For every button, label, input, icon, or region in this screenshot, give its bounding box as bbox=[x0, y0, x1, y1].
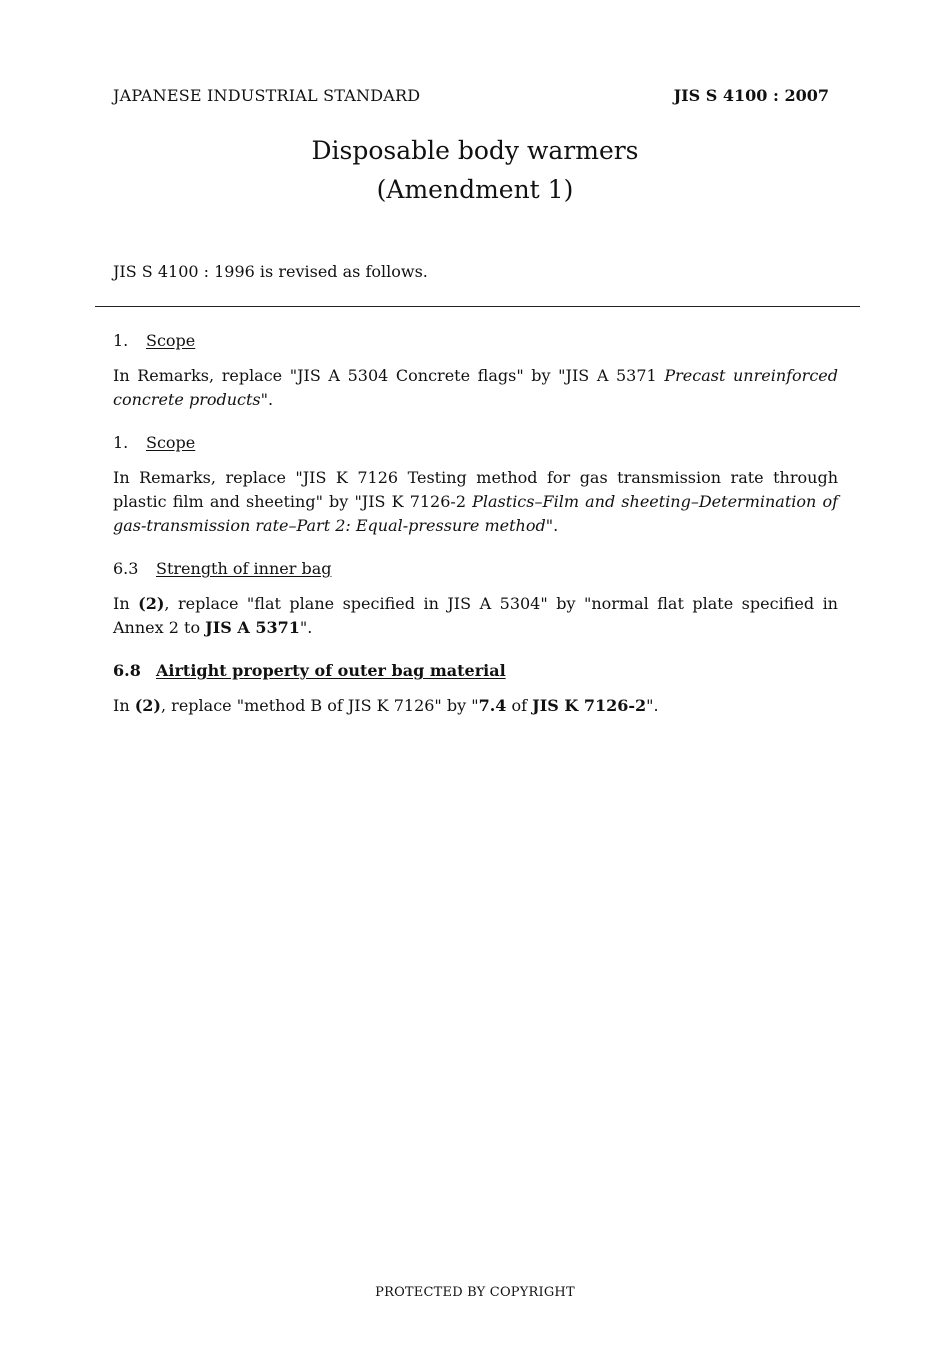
section-scope-a bbox=[113, 331, 838, 412]
horizontal-divider bbox=[95, 306, 860, 307]
body-text: ". bbox=[545, 516, 559, 535]
section-title: Airtight property of outer bag material bbox=[156, 661, 506, 680]
section-heading bbox=[113, 331, 838, 351]
body-text: ". bbox=[646, 696, 659, 715]
section-number: 1. bbox=[113, 331, 129, 350]
section-strength-inner-bag bbox=[113, 559, 838, 640]
document-organization: JAPANESE INDUSTRIAL STANDARD bbox=[113, 86, 421, 105]
body-text: In Remarks, replace "JIS A 5304 Concrete flags" by "JIS A 5371 bbox=[113, 366, 665, 385]
section-title: Scope bbox=[146, 331, 196, 350]
section-number: 6.8 bbox=[113, 661, 141, 680]
body-text: of bbox=[506, 696, 533, 715]
body-bold-text: JIS A 5371 bbox=[205, 618, 300, 637]
section-heading bbox=[113, 661, 838, 681]
intro-statement: JIS S 4100 : 1996 is revised as follows. bbox=[113, 262, 428, 281]
body-text: ". bbox=[260, 390, 274, 409]
section-title: Strength of inner bag bbox=[156, 559, 332, 578]
section-number: 1. bbox=[113, 433, 129, 452]
body-bold-text: JIS K 7126-2 bbox=[532, 696, 647, 715]
body-bold-text: (2) bbox=[138, 594, 165, 613]
document-title: Disposable body warmers bbox=[311, 136, 639, 165]
body-text: , replace "flat plane specified in JIS A 5304" by "normal flat plate specified in Annex 2 to bbox=[113, 594, 838, 637]
section-body bbox=[113, 592, 838, 640]
section-scope-b bbox=[113, 433, 838, 538]
body-italic-text: Plastics–Film and sheeting–Determination of gas-transmission rate–Part 2: Equal-pressure method bbox=[113, 492, 838, 535]
standard-number: JIS S 4100 : 2007 bbox=[673, 86, 829, 105]
body-bold-text: 7.4 bbox=[478, 696, 507, 715]
section-heading bbox=[113, 433, 838, 453]
section-body bbox=[113, 466, 838, 538]
section-heading bbox=[113, 559, 838, 579]
document-subtitle: (Amendment 1) bbox=[376, 175, 574, 204]
body-text: In bbox=[113, 594, 139, 613]
section-number: 6.3 bbox=[113, 559, 139, 578]
body-text: , replace "method B of JIS K 7126" by " bbox=[161, 696, 479, 715]
section-airtight-outer-bag bbox=[113, 661, 838, 718]
section-title: Scope bbox=[146, 433, 196, 452]
section-body bbox=[113, 364, 838, 412]
body-text: In Remarks, replace "JIS K 7126 Testing method for gas transmission rate through plastic film and sheeting" by "JIS K 7126-2 bbox=[113, 468, 838, 511]
copyright-footer: PROTECTED BY COPYRIGHT bbox=[375, 1285, 575, 1300]
body-text: In bbox=[113, 696, 135, 715]
body-italic-text: Precast unreinforced concrete products bbox=[113, 366, 838, 409]
body-text: ". bbox=[299, 618, 313, 637]
body-bold-text: (2) bbox=[134, 696, 161, 715]
section-body bbox=[113, 694, 838, 718]
